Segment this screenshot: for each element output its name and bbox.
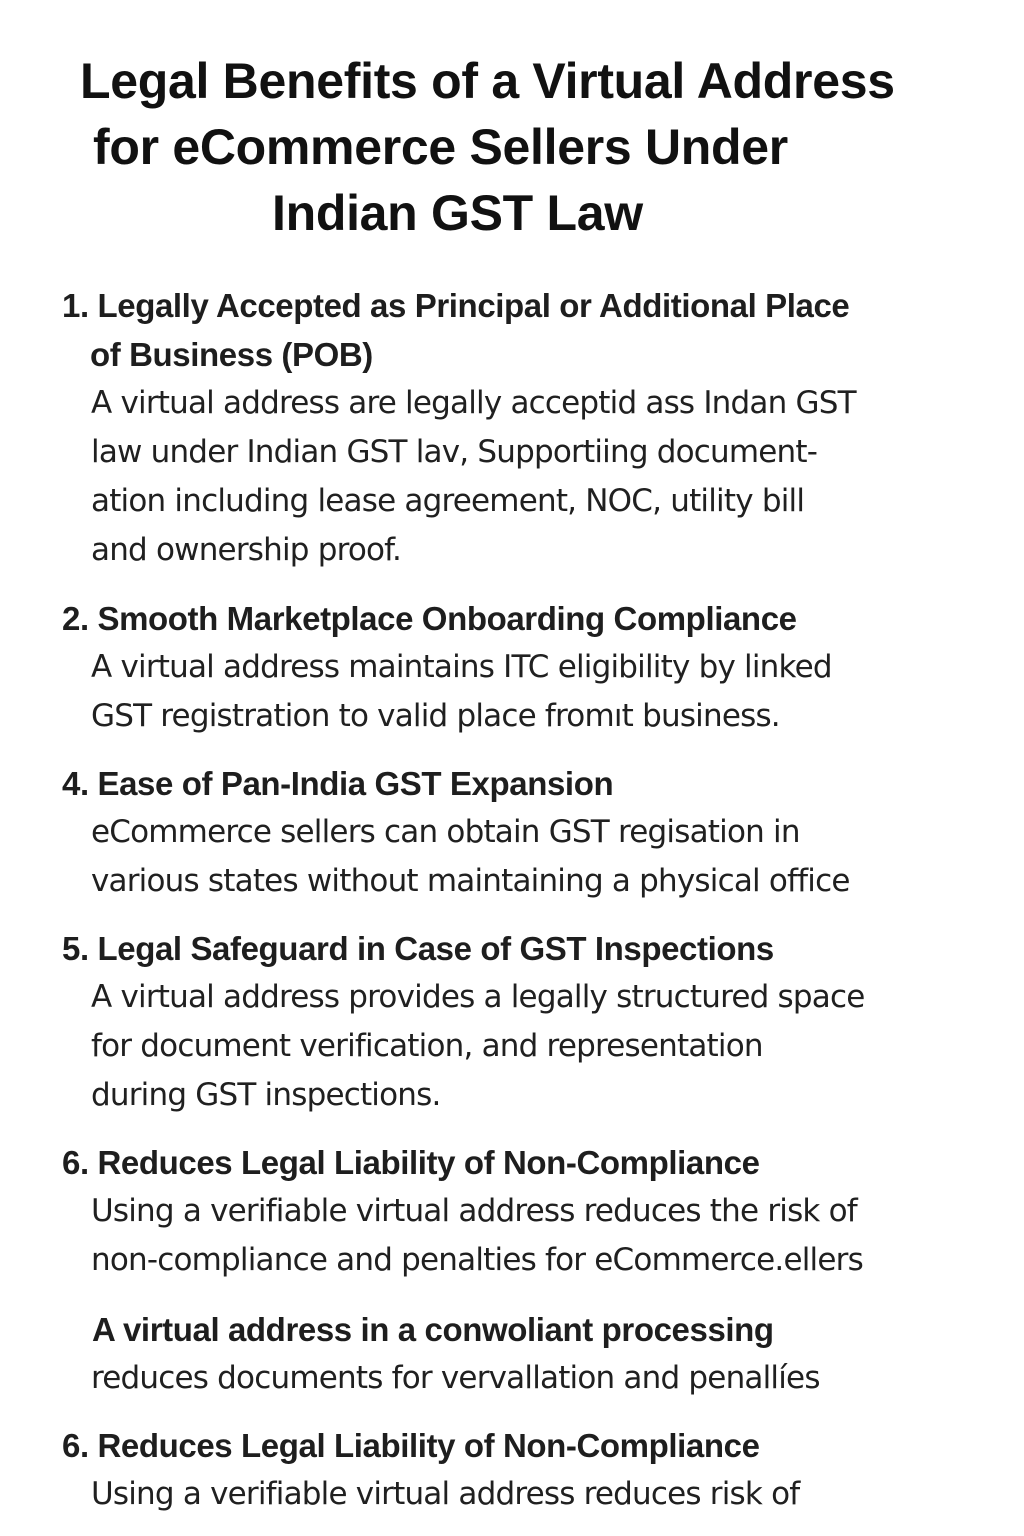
body-line: Using a verifiable virtual address reduces risk of xyxy=(91,1476,800,1512)
section-heading xyxy=(62,924,962,973)
body-line: ation including lease agreement, NOC, utility bill xyxy=(91,483,805,519)
section-body xyxy=(62,1354,962,1403)
body-line: A virtual address are legally acceptid ass Indan GST xyxy=(91,385,856,421)
body-line: and ownership proof. xyxy=(91,532,402,568)
section-body xyxy=(62,379,962,575)
heading-line: 1. Legally Accepted as Principal or Additional Place xyxy=(62,287,850,324)
section-inspections xyxy=(62,924,962,1120)
heading-line: 6. Reduces Legal Liability of Non-Compliance xyxy=(62,1427,760,1464)
section-heading xyxy=(62,1138,962,1187)
body-line: A virtual address maintains ITC eligibility by linked xyxy=(91,649,832,685)
body-line: for document verification, and representation xyxy=(91,1028,763,1064)
section-heading xyxy=(62,281,962,379)
section-pob xyxy=(62,281,962,575)
body-line: GST registration to valid place fromıt business. xyxy=(91,698,780,734)
body-line: Using a verifiable virtual address reduces the risk of xyxy=(91,1193,857,1229)
title-line-1: Legal Benefits of a Virtual Address xyxy=(80,53,895,109)
body-line: eCommerce sellers can obtain GST regisation in xyxy=(91,814,800,850)
section-heading xyxy=(62,1305,962,1354)
section-body xyxy=(62,808,962,906)
body-line: A virtual address provides a legally structured space xyxy=(91,979,865,1015)
section-liability xyxy=(62,1138,962,1285)
heading-line: of Business (POB) xyxy=(90,336,373,373)
body-line: law under Indian GST lav, Supportiing document- xyxy=(91,434,818,470)
section-liability-repeat xyxy=(62,1421,962,1519)
section-body xyxy=(62,1470,962,1519)
section-heading xyxy=(62,759,962,808)
section-body xyxy=(62,643,962,741)
page-title xyxy=(60,48,1000,246)
body-line: reduces documents for vervallation and penallíes xyxy=(91,1360,820,1396)
heading-line: 4. Ease of Pan-India GST Expansion xyxy=(62,765,614,802)
section-compliant-processing xyxy=(62,1305,962,1403)
heading-line: 2. Smooth Marketplace Onboarding Compliance xyxy=(62,600,797,637)
section-heading xyxy=(62,594,962,643)
section-expansion xyxy=(62,759,962,906)
title-line-2: for eCommerce Sellers Under xyxy=(93,119,788,175)
section-body xyxy=(62,1187,962,1285)
section-heading xyxy=(62,1421,962,1470)
body-line: during GST inspections. xyxy=(91,1077,441,1113)
heading-line: 6. Reduces Legal Liability of Non-Compliance xyxy=(62,1144,760,1181)
section-body xyxy=(62,973,962,1120)
body-line: non-compliance and penalties for eCommerce.ellers xyxy=(91,1242,863,1278)
title-line-3: Indian GST Law xyxy=(272,185,643,241)
heading-line: 5. Legal Safeguard in Case of GST Inspections xyxy=(62,930,774,967)
section-onboarding xyxy=(62,594,962,741)
body-line: various states without maintaining a physical office xyxy=(91,863,850,899)
heading-line: A virtual address in a conwoliant processing xyxy=(92,1311,774,1348)
